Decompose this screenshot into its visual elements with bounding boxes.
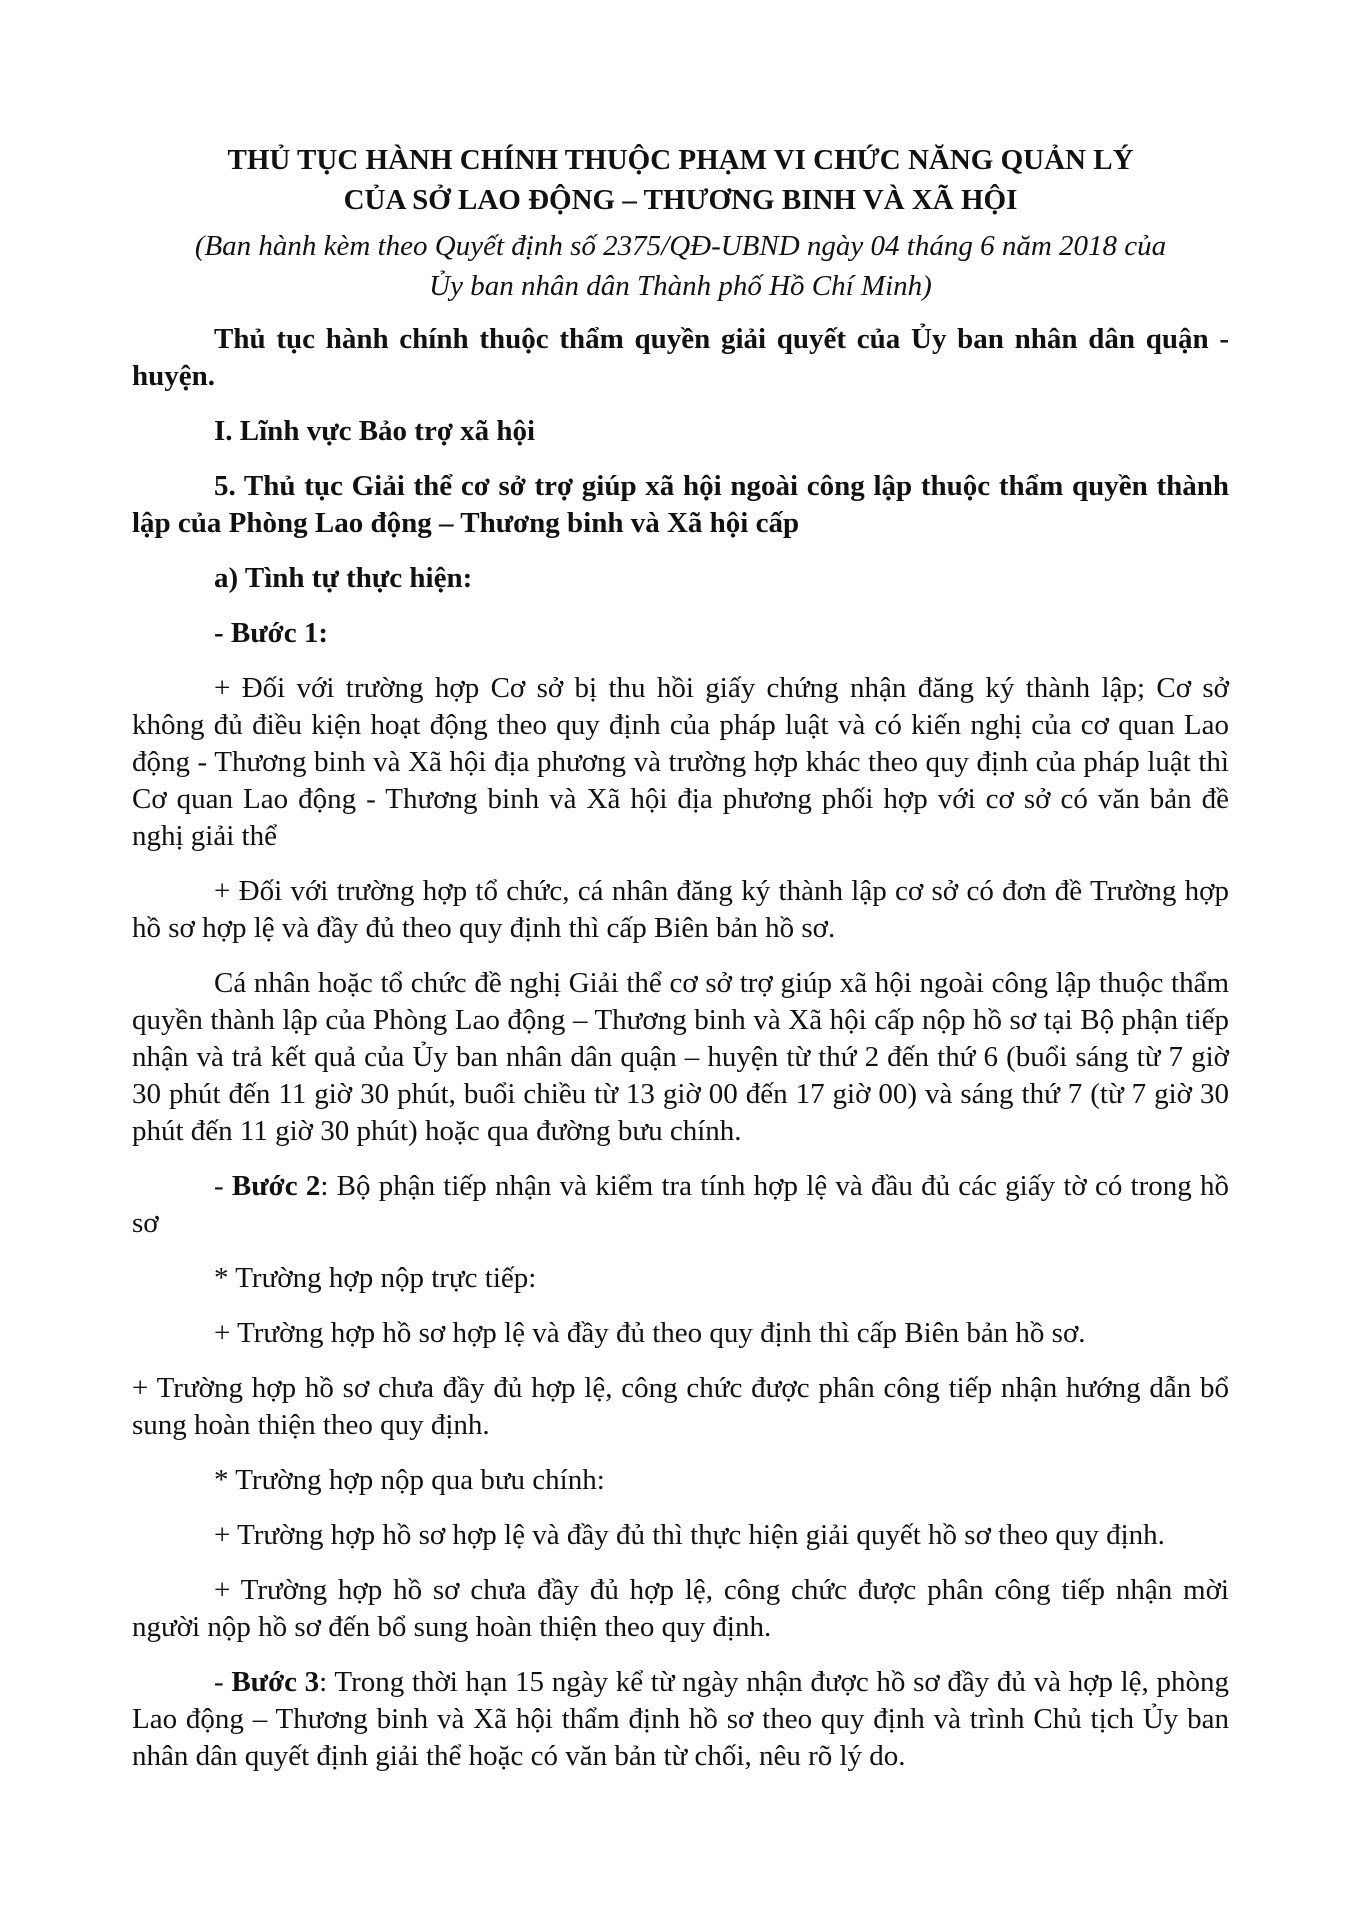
step3-prefix: -: [214, 1666, 232, 1698]
step1-submission: Cá nhân hoặc tổ chức đề nghị Giải thể cơ sở trợ giúp xã hội ngoài công lập thuộc thẩm quyền thành lập của Phòng Lao động – Thương binh và Xã hội cấp nộp hồ sơ tại Bộ phận tiếp nhận và trả kết quả của Ủy ban nhân dân quận – huyện từ thứ 2 đến thứ 6 (buổi sáng từ 7 giờ 30 phút đến 11 giờ 30 phút, buổi chiều từ 13 giờ 00 đến 17 giờ 00) và sáng thứ 7 (từ 7 giờ 30 phút đến 11 giờ 30 phút) hoặc qua đường bưu chính.: [132, 967, 1229, 1147]
step2-paragraph: [132, 1168, 1229, 1242]
procedure-heading: 5. Thủ tục Giải thể cơ sở trợ giúp xã hội ngoài công lập thuộc thẩm quyền thành lập của Phòng Lao động – Thương binh và Xã hội cấp: [132, 470, 1229, 539]
section-heading: I. Lĩnh vực Bảo trợ xã hội: [214, 415, 536, 447]
postal-case2: + Trường hợp hồ sơ chưa đầy đủ hợp lệ, công chức được phân công tiếp nhận mời người nộp hồ sơ đến bổ sung hoàn thiện theo quy định.: [132, 1574, 1229, 1643]
direct-case1: + Trường hợp hồ sơ hợp lệ và đầy đủ theo quy định thì cấp Biên bản hồ sơ.: [214, 1317, 1086, 1349]
step2-label: Bước 2: [231, 1170, 321, 1202]
step2-prefix: -: [214, 1170, 232, 1202]
subtitle-line-1: (Ban hành kèm theo Quyết định số 2375/QĐ-UBND ngày 04 tháng 6 năm 2018 của: [194, 230, 1167, 262]
postal-case1: + Trường hợp hồ sơ hợp lệ và đầy đủ thì thực hiện giải quyết hồ sơ theo quy định.: [214, 1519, 1165, 1551]
document-subtitle: [132, 226, 1229, 306]
sequence-heading: a) Tình tự thực hiện:: [214, 562, 473, 594]
step2-text: : Bộ phận tiếp nhận và kiểm tra tính hợp lệ và đầu đủ các giấy tờ có trong hồ sơ: [132, 1170, 1229, 1239]
step1-case2: + Đối với trường hợp tổ chức, cá nhân đăng ký thành lập cơ sở có đơn đề Trường hợp hồ sơ hợp lệ và đầy đủ theo quy định thì cấp Biên bản hồ sơ.: [132, 875, 1229, 944]
step3-label: Bước 3: [231, 1666, 320, 1698]
step3-paragraph: [132, 1664, 1229, 1775]
title-line-1: THỦ TỤC HÀNH CHÍNH THUỘC PHẠM VI CHỨC NĂNG QUẢN LÝ: [227, 144, 1134, 176]
step1-label: - Bước 1:: [214, 617, 328, 649]
authority-heading: Thủ tục hành chính thuộc thẩm quyền giải quyết của Ủy ban nhân dân quận - huyện.: [132, 323, 1229, 392]
postal-heading: * Trường hợp nộp qua bưu chính:: [214, 1464, 605, 1496]
step1-case1: + Đối với trường hợp Cơ sở bị thu hồi giấy chứng nhận đăng ký thành lập; Cơ sở không đủ điều kiện hoạt động theo quy định của pháp luật và có kiến nghị của cơ quan Lao động - Thương binh và Xã hội địa phương và trường hợp khác theo quy định của pháp luật thì Cơ quan Lao động - Thương binh và Xã hội địa phương phối hợp với cơ sở có văn bản đề nghị giải thể: [132, 672, 1229, 852]
document-title: [132, 140, 1229, 220]
direct-heading: * Trường hợp nộp trực tiếp:: [214, 1262, 537, 1294]
title-line-2: CỦA SỞ LAO ĐỘNG – THƯƠNG BINH VÀ XÃ HỘI: [343, 184, 1018, 216]
step3-text: : Trong thời hạn 15 ngày kể từ ngày nhận được hồ sơ đầy đủ và hợp lệ, phòng Lao động – Thương binh và Xã hội thẩm định hồ sơ theo quy định và trình Chủ tịch Ủy ban nhân dân quyết định giải thể hoặc có văn bản từ chối, nêu rõ lý do.: [132, 1666, 1229, 1772]
subtitle-line-2: Ủy ban nhân dân Thành phố Hồ Chí Minh): [429, 270, 932, 302]
direct-case2: + Trường hợp hồ sơ chưa đầy đủ hợp lệ, công chức được phân công tiếp nhận hướng dẫn bổ sung hoàn thiện theo quy định.: [132, 1372, 1229, 1441]
